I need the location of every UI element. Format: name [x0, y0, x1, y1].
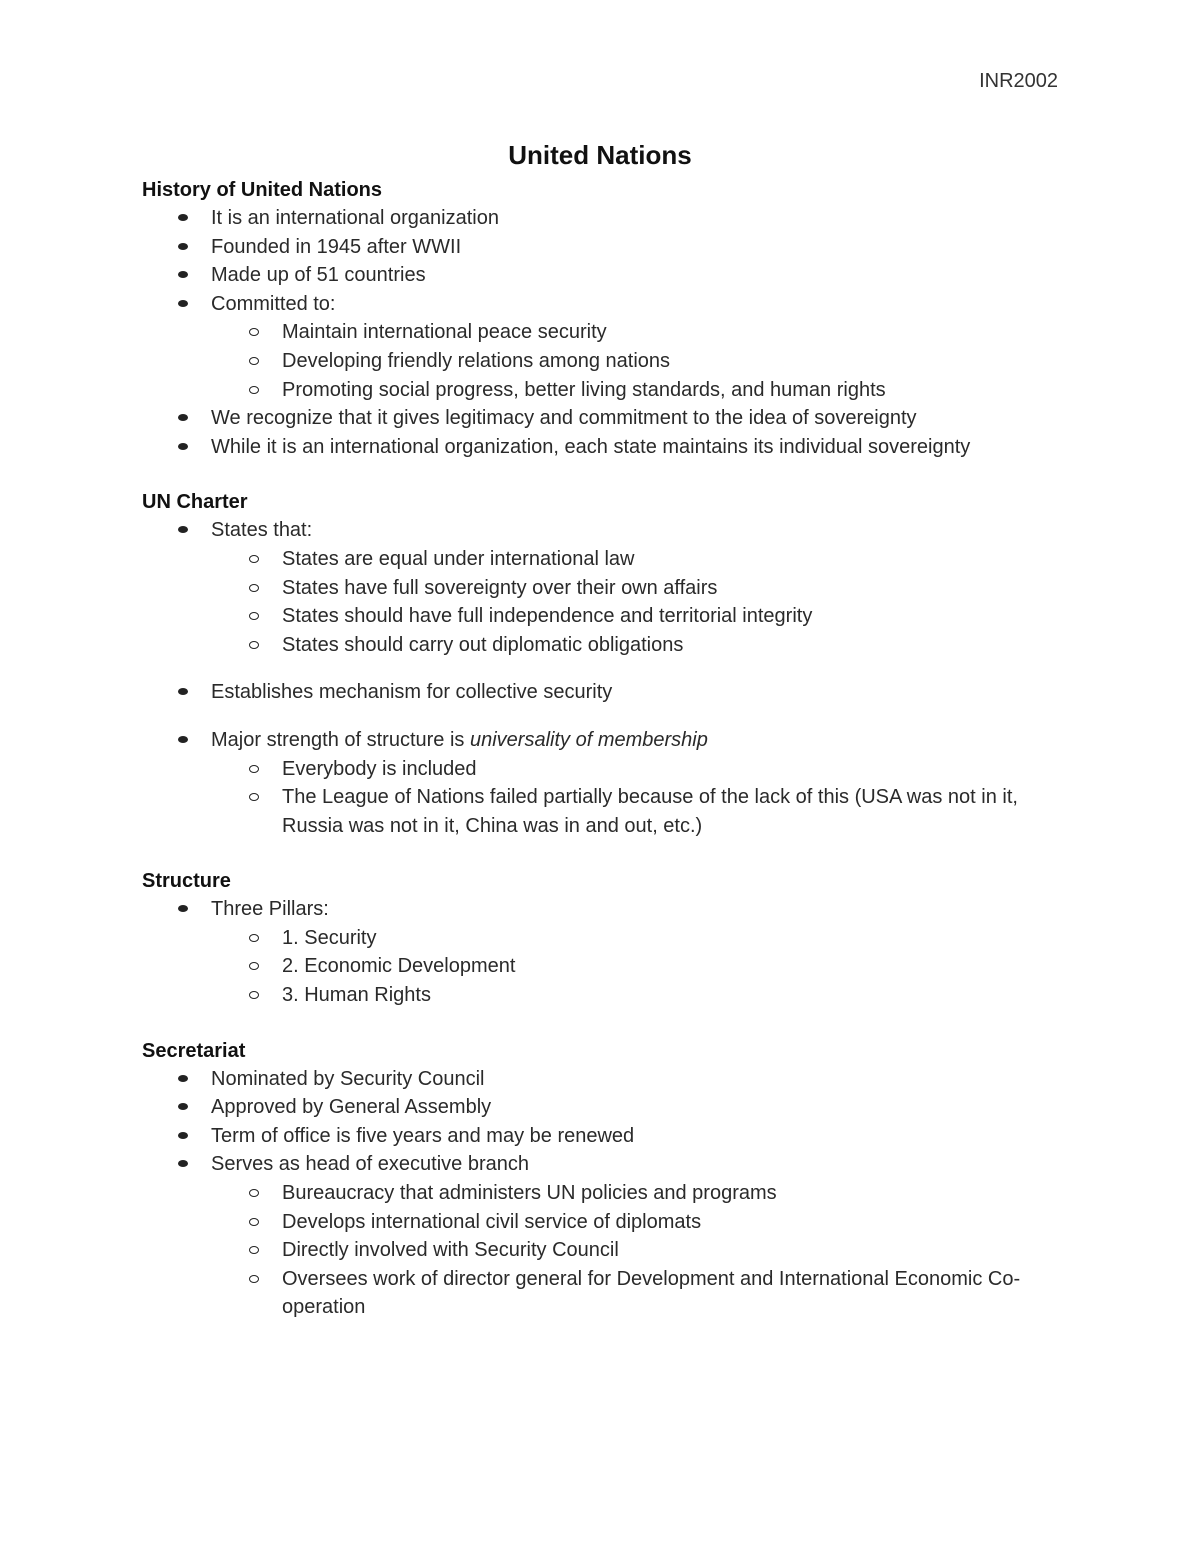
bullet-circle-icon: [249, 1275, 259, 1283]
emphasis-text: universality of membership: [469, 728, 708, 751]
bullet-disc-icon: [178, 1075, 188, 1082]
bullet-disc-icon: [178, 736, 188, 743]
charter-list-3: [142, 726, 1062, 840]
bullet-circle-icon: [249, 555, 259, 563]
sub-list-item: Bureaucracy that administers UN policies and programs: [142, 1179, 1062, 1208]
bullet-circle-icon: [249, 962, 259, 970]
bullet-circle-icon: [249, 934, 259, 942]
list-item: States that:: [142, 516, 1062, 545]
bullet-circle-icon: [249, 328, 259, 336]
sub-list-item: States should carry out diplomatic obligations: [142, 631, 1062, 660]
list-item: Nominated by Security Council: [142, 1065, 1062, 1094]
sub-list-item: 3. Human Rights: [142, 981, 1062, 1010]
list-item: Establishes mechanism for collective security: [142, 678, 1062, 707]
bullet-circle-icon: [249, 641, 259, 649]
sub-list-item: Oversees work of director general for Development and International Economic Co-operation: [142, 1265, 1062, 1322]
list-item: Term of office is five years and may be renewed: [142, 1122, 1062, 1151]
bullet-disc-icon: [178, 300, 188, 307]
charter-list: [142, 516, 1062, 659]
sub-list-item: Everybody is included: [142, 755, 1062, 784]
bullet-circle-icon: [249, 584, 259, 592]
sub-list-item: Directly involved with Security Council: [142, 1236, 1062, 1265]
bullet-disc-icon: [178, 414, 188, 421]
bullet-disc-icon: [178, 1132, 188, 1139]
bullet-disc-icon: [178, 214, 188, 221]
charter-list-2: [142, 678, 1062, 707]
structure-list: [142, 895, 1062, 1009]
sub-list-item: Promoting social progress, better living standards, and human rights: [142, 376, 1062, 405]
sub-list-item: States are equal under international law: [142, 545, 1062, 574]
sub-list-item: Maintain international peace security: [142, 318, 1062, 347]
list-item: Major strength of structure is universality of membership: [142, 726, 1062, 755]
bullet-disc-icon: [178, 1160, 188, 1167]
bullet-disc-icon: [178, 905, 188, 912]
bullet-circle-icon: [249, 991, 259, 999]
sub-list-item: Developing friendly relations among nations: [142, 347, 1062, 376]
document-body: [142, 176, 1062, 1322]
list-item: Three Pillars:: [142, 895, 1062, 924]
list-item: Approved by General Assembly: [142, 1093, 1062, 1122]
list-item: Made up of 51 countries: [142, 261, 1062, 290]
section-heading-secretariat: Secretariat: [142, 1039, 246, 1062]
bullet-circle-icon: [249, 765, 259, 773]
list-item: It is an international organization: [142, 204, 1062, 233]
bullet-circle-icon: [249, 386, 259, 394]
bullet-disc-icon: [178, 243, 188, 250]
list-item: Serves as head of executive branch: [142, 1150, 1062, 1179]
bullet-circle-icon: [249, 1218, 259, 1226]
list-item: We recognize that it gives legitimacy and commitment to the idea of sovereignty: [142, 404, 1062, 433]
bullet-disc-icon: [178, 526, 188, 533]
section-heading-charter: UN Charter: [142, 491, 248, 514]
page-header-course-code: INR2002: [979, 70, 1058, 92]
bullet-disc-icon: [178, 443, 188, 450]
history-list: [142, 204, 1062, 461]
section-heading-history: History of United Nations: [142, 179, 383, 201]
bullet-disc-icon: [178, 1103, 188, 1110]
sub-list-item: States have full sovereignty over their own affairs: [142, 574, 1062, 603]
list-item: Committed to:: [142, 290, 1062, 319]
bullet-circle-icon: [249, 1189, 259, 1197]
page-title: United Nations: [508, 140, 692, 170]
list-item: While it is an international organization, each state maintains its individual sovereignty: [142, 433, 1062, 462]
bullet-circle-icon: [249, 793, 259, 801]
list-item: Founded in 1945 after WWII: [142, 233, 1062, 262]
bullet-disc-icon: [178, 271, 188, 278]
bullet-circle-icon: [249, 1246, 259, 1254]
sub-list-item: 2. Economic Development: [142, 952, 1062, 981]
section-heading-structure: Structure: [142, 870, 231, 893]
bullet-circle-icon: [249, 612, 259, 620]
sub-list-item: States should have full independence and territorial integrity: [142, 602, 1062, 631]
bullet-circle-icon: [249, 357, 259, 365]
bullet-disc-icon: [178, 688, 188, 695]
sub-list-item: The League of Nations failed partially because of the lack of this (USA was not in it, Russia was not in it, China was in and out, etc.): [142, 783, 1062, 840]
secretariat-list: [142, 1065, 1062, 1322]
sub-list-item: Develops international civil service of diplomats: [142, 1208, 1062, 1237]
sub-list-item: 1. Security: [142, 924, 1062, 953]
